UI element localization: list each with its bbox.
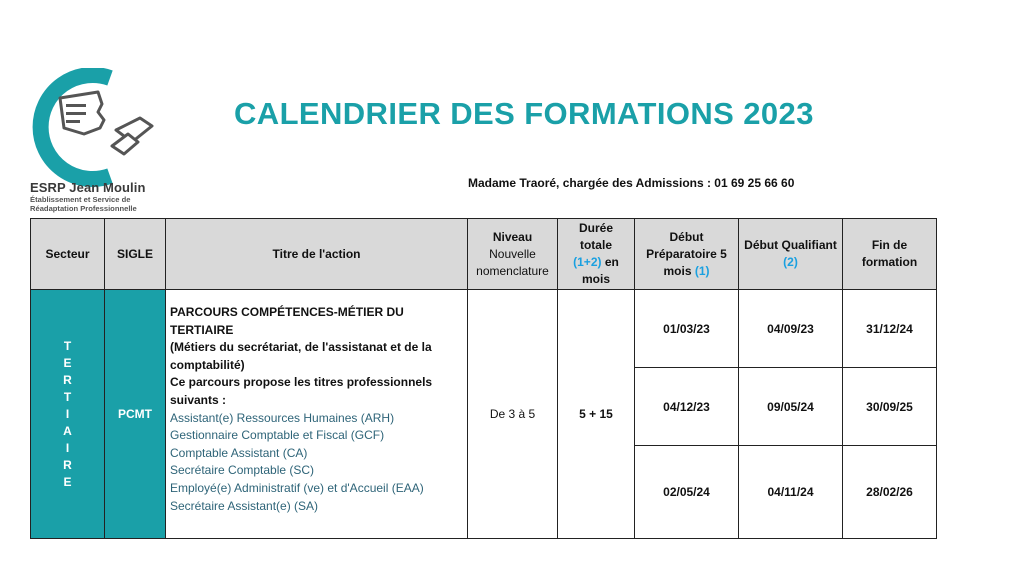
niveau-cell: De 3 à 5 xyxy=(468,290,558,539)
secteur-letter: R xyxy=(63,457,72,472)
header-duree-unit: en mois xyxy=(581,255,619,286)
header-niveau-sub: Nouvelle nomenclature xyxy=(476,246,549,278)
logo-subtitle-2: Réadaptation Professionnelle xyxy=(30,204,137,213)
titre-cell xyxy=(166,290,468,539)
fin-date-1: 31/12/24 xyxy=(843,290,937,368)
header-qual xyxy=(739,219,843,290)
header-duree-label: Durée totale xyxy=(578,221,613,252)
secteur-cell xyxy=(31,290,105,539)
admissions-contact: Madame Traoré, chargée des Admissions : 01 69 25 66 60 xyxy=(468,176,795,190)
page-title: CALENDRIER DES FORMATIONS 2023 xyxy=(234,96,814,131)
secteur-letter: I xyxy=(65,406,70,421)
secteur-letter: A xyxy=(63,423,72,438)
logo-graphic xyxy=(28,68,168,188)
header-secteur: Secteur xyxy=(31,219,105,290)
titre-metiers: (Métiers du secrétariat, de l'assistanat et de la comptabilité) xyxy=(170,340,432,372)
qual-date-2: 09/05/24 xyxy=(739,368,843,446)
qual-date-1: 04/09/23 xyxy=(739,290,843,368)
table-row xyxy=(31,290,937,368)
prep-date-1: 01/03/23 xyxy=(635,290,739,368)
formations-table xyxy=(30,218,937,539)
header-qual-label: Début Qualifiant xyxy=(744,238,837,252)
fin-date-3: 28/02/26 xyxy=(843,446,937,539)
header-niveau xyxy=(468,219,558,290)
header-prep-note: (1) xyxy=(694,263,710,278)
header-duree xyxy=(558,219,635,290)
header-niveau-label: Niveau xyxy=(492,229,533,244)
logo-text xyxy=(30,180,180,213)
logo-name: ESRP Jean Moulin xyxy=(30,180,146,195)
titre-parcours: PARCOURS COMPÉTENCES-MÉTIER DU TERTIAIRE xyxy=(170,305,404,337)
header-prep xyxy=(635,219,739,290)
header-qual-note: (2) xyxy=(783,255,798,269)
header-titre: Titre de l'action xyxy=(166,219,468,290)
secteur-letter: T xyxy=(63,389,72,404)
secteur-letter: E xyxy=(63,355,72,370)
titre-item: Secrétaire Assistant(e) (SA) xyxy=(170,498,319,513)
titre-item: Comptable Assistant (CA) xyxy=(170,445,308,460)
table-header-row xyxy=(31,219,937,290)
fin-date-2: 30/09/25 xyxy=(843,368,937,446)
titre-intro: Ce parcours propose les titres professionnels suivants : xyxy=(170,375,433,407)
sigle-cell: PCMT xyxy=(105,290,166,539)
prep-date-2: 04/12/23 xyxy=(635,368,739,446)
secteur-letter: I xyxy=(65,440,70,455)
qual-date-3: 04/11/24 xyxy=(739,446,843,539)
duree-cell: 5 + 15 xyxy=(558,290,635,539)
titre-item: Secrétaire Comptable (SC) xyxy=(170,463,315,478)
prep-date-3: 02/05/24 xyxy=(635,446,739,539)
secteur-letter: R xyxy=(63,372,72,387)
titre-item: Gestionnaire Comptable et Fiscal (GCF) xyxy=(170,428,385,443)
header-duree-note: (1+2) xyxy=(573,255,602,269)
header-fin: Fin de formation xyxy=(843,219,937,290)
logo-subtitle-1: Établissement et Service de xyxy=(30,195,131,204)
secteur-letter: T xyxy=(63,338,72,353)
titre-item: Employé(e) Administratif (ve) et d'Accueil (EAA) xyxy=(170,480,424,495)
secteur-letter: E xyxy=(63,474,72,489)
header-sigle: SIGLE xyxy=(105,219,166,290)
header-prep-label: Début Préparatoire 5 mois xyxy=(646,229,727,278)
titre-item: Assistant(e) Ressources Humaines (ARH) xyxy=(170,410,395,425)
